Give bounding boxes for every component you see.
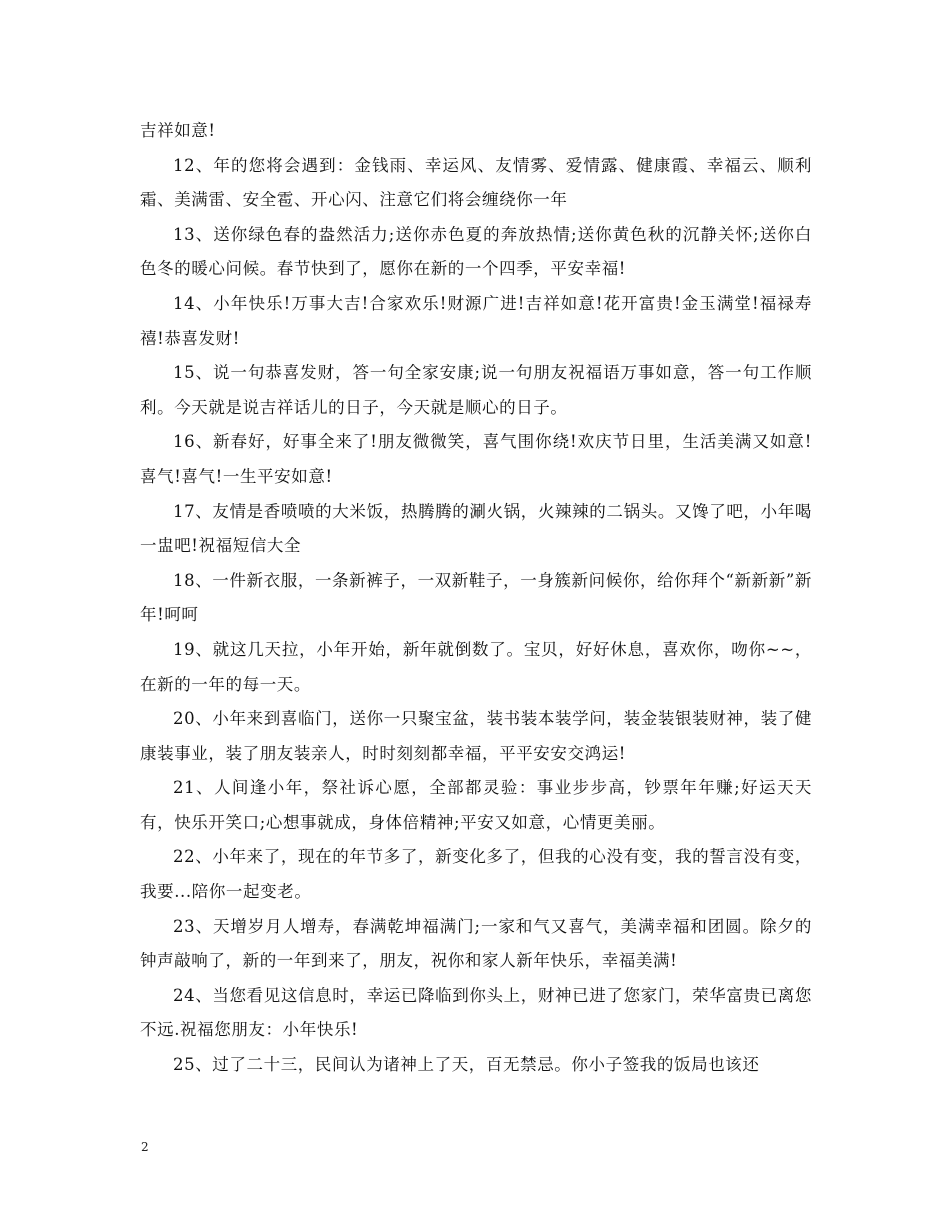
- paragraph-20: 20、小年来到喜临门，送你一只聚宝盆，装书装本装学问，装金装银装财神，装了健康装事业，装了朋友装亲人，时时刻刻都幸福，平平安安交鸿运!: [140, 709, 812, 763]
- paragraph-15: 15、说一句恭喜发财，答一句全家安康;说一句朋友祝福语万事如意，答一句工作顺利。今天就是说吉祥话儿的日子，今天就是顺心的日子。: [140, 363, 812, 417]
- paragraph-13: 13、送你绿色春的盎然活力;送你赤色夏的奔放热情;送你黄色秋的沉静关怀;送你白色冬的暖心问候。春节快到了，愿你在新的一个四季，平安幸福!: [140, 224, 812, 279]
- paragraph-continuation: 吉祥如意!: [140, 121, 216, 140]
- paragraph-12: 12、年的您将会遇到：金钱雨、幸运风、友情雾、爱情露、健康霞、幸福云、顺利霜、美满雷、安全雹、开心闪、注意它们将会缠绕你一年: [140, 155, 812, 210]
- paragraph-19: 19、就这几天拉，小年开始，新年就倒数了。宝贝，好好休息，喜欢你，吻你~~，在新的一年的每一天。: [140, 639, 812, 694]
- paragraph-21: 21、人间逢小年，祭社诉心愿，全部都灵验：事业步步高，钞票年年赚;好运天天有，快乐开笑口;心想事就成，身体倍精神;平安又如意，心情更美丽。: [140, 778, 812, 832]
- paragraph-17: 17、友情是香喷喷的大米饭，热腾腾的涮火锅，火辣辣的二锅头。又馋了吧，小年喝一盅吧!祝福短信大全: [140, 501, 812, 556]
- document-body: [140, 114, 812, 1083]
- paragraph-23: 23、天增岁月人增寿，春满乾坤福满门;一家和气又喜气，美满幸福和团圆。除夕的钟声敲响了，新的一年到来了，朋友，祝你和家人新年快乐，幸福美满!: [140, 916, 812, 971]
- page-number: 2: [141, 1140, 149, 1154]
- paragraph-16: 16、新春好，好事全来了!朋友微微笑，喜气围你绕!欢庆节日里，生活美满又如意!喜气!喜气!一生平安如意!: [140, 432, 812, 486]
- paragraph-14: 14、小年快乐!万事大吉!合家欢乐!财源广进!吉祥如意!花开富贵!金玉满堂!福禄寿禧!恭喜发财!: [140, 293, 812, 348]
- paragraph-18: 18、一件新衣服，一条新裤子，一双新鞋子，一身簇新问候你，给你拜个“新新新”新年!呵呵: [140, 570, 812, 625]
- paragraph-22: 22、小年来了，现在的年节多了，新变化多了，但我的心没有变，我的誓言没有变，我要...陪你一起变老。: [140, 847, 812, 902]
- paragraph-24: 24、当您看见这信息时，幸运已降临到你头上，财神已进了您家门，荣华富贵已离您不远.祝福您朋友：小年快乐!: [140, 985, 812, 1040]
- paragraph-25: 25、过了二十三，民间认为诸神上了天，百无禁忌。你小子签我的饭局也该还: [173, 1055, 760, 1075]
